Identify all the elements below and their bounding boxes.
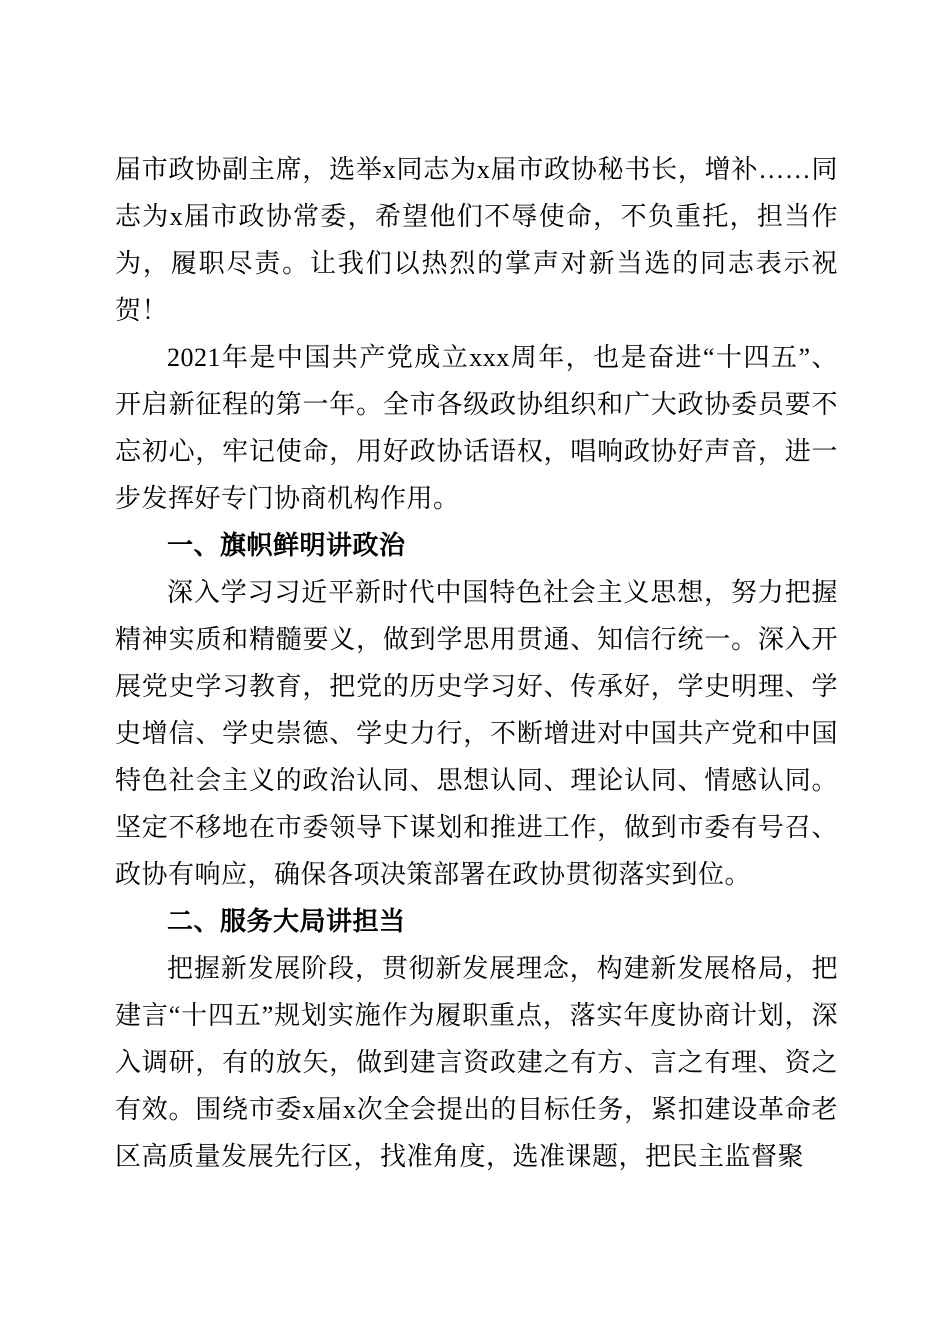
paragraph-section-1: 深入学习习近平新时代中国特色社会主义思想，努力把握精神实质和精髓要义，做到学思用贯通、知信行统一。深入开展党史学习教育，把党的历史学习好、传承好，学史明理、学史增信、学史崇德、学史力行，不断增进对中国共产党和中国特色社会主义的政治认同、思想认同、理论认同、情感认同。坚定不移地在市委领导下谋划和推进工作，做到市委有号召、政协有响应，确保各项决策部署在政协贯彻落实到位。 — [115, 578, 838, 889]
paragraph-2021-intro: 2021年是中国共产党成立xxx周年，也是奋进“十四五”、开启新征程的第一年。全市各级政协组织和广大政协委员要不忘初心，牢记使命，用好政协话语权，唱响政协好声音，进一步发挥好专门协商机构作用。 — [115, 343, 838, 513]
section-heading-1: 一、旗帜鲜明讲政治 — [167, 530, 406, 560]
paragraph-continuation: 届市政协副主席，选举x同志为x届市政协秘书长，增补……同志为x届市政协常委，希望他们不辱使命，不负重托，担当作为，履职尽责。让我们以热烈的掌声对新当选的同志表示祝贺！ — [115, 155, 838, 325]
paragraph-section-2: 把握新发展阶段，贯彻新发展理念，构建新发展格局，把建言“十四五”规划实施作为履职重点，落实年度协商计划，深入调研，有的放矢，做到建言资政建之有方、言之有理、资之有效。围绕市委x届x次全会提出的目标任务，紧扣建设革命老区高质量发展先行区，找准角度，选准课题，把民主监督聚 — [115, 954, 838, 1171]
section-heading-2: 二、服务大局讲担当 — [167, 906, 406, 936]
